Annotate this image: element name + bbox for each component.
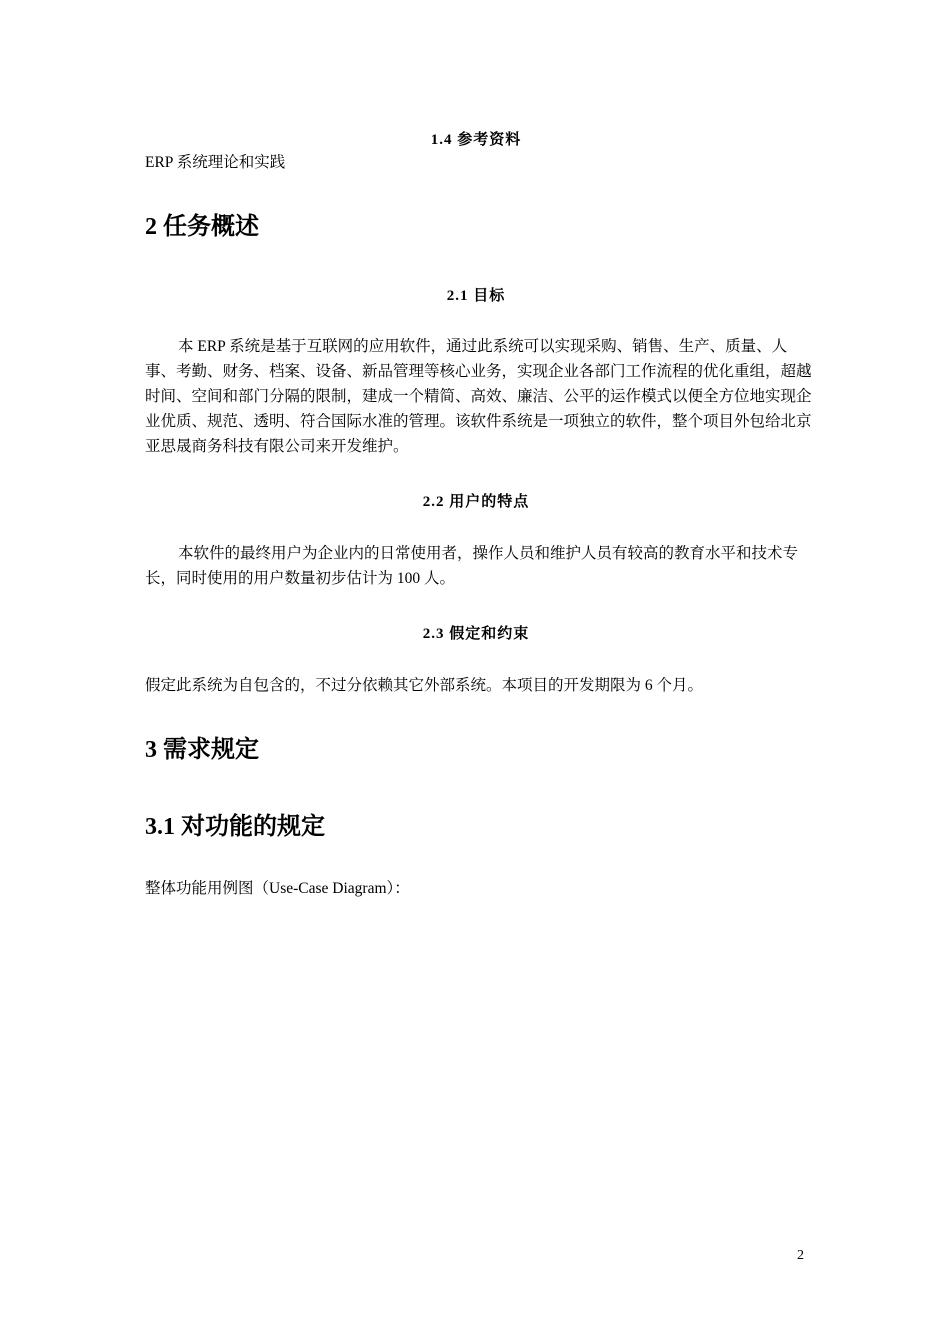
constraints-paragraph: 假定此系统为自包含的，不过分依赖其它外部系统。本项目的开发期限为 6 个月。 [145, 677, 704, 694]
use-case-caption: 整体功能用例图（Use-Case Diagram）： [145, 880, 410, 897]
section-heading-2-2: 2.2 用户的特点 [422, 494, 530, 510]
chapter-heading-3: 3 需求规定 [145, 737, 259, 763]
reference-text: ERP 系统理论和实践 [145, 154, 286, 171]
document-page [145, 0, 812, 1344]
section-heading-3-1: 3.1 对功能的规定 [145, 814, 325, 840]
page-number: 2 [797, 1248, 804, 1263]
goal-paragraph: 本 ERP 系统是基于互联网的应用软件，通过此系统可以实现采购、销售、生产、质量、人事、考勤、财务、档案、设备、新品管理等核心业务，实现企业各部门工作流程的优化重组，超越时间、空间和部门分隔的限制，建成一个精简、高效、廉洁、公平的运作模式以便全方位地实现企业优质、规范、透明、符合国际水准的管理。该软件系统是一项独立的软件，整个项目外包给北京亚思晟商务科技有限公司来开发维护。 [145, 338, 812, 455]
section-heading-2-1: 2.1 目标 [446, 288, 506, 304]
users-paragraph: 本软件的最终用户为企业内的日常使用者，操作人员和维护人员有较高的教育水平和技术专长，同时使用的用户数量初步估计为 100 人。 [145, 545, 799, 587]
chapter-heading-2: 2 任务概述 [145, 214, 259, 240]
section-heading-2-3: 2.3 假定和约束 [422, 626, 530, 642]
section-heading-1-4: 1.4 参考资料 [430, 132, 522, 148]
